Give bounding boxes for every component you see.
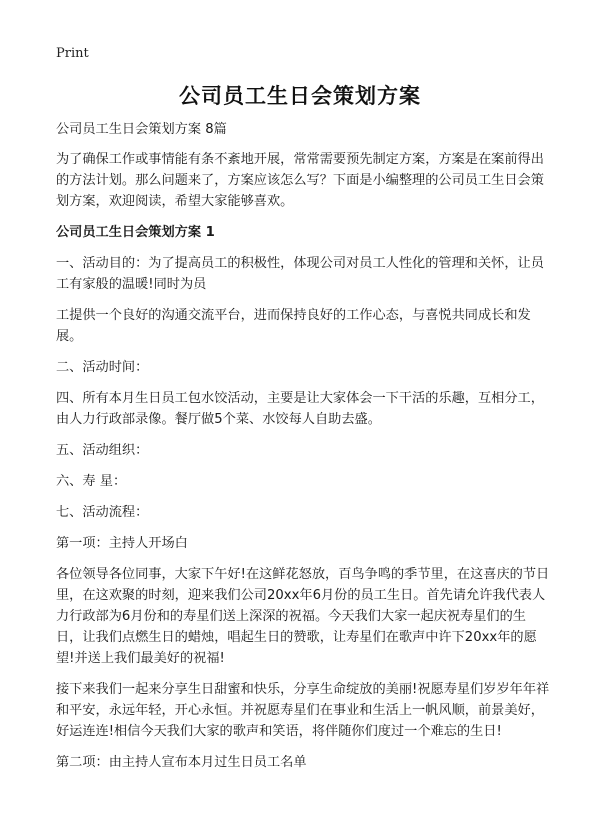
print-link[interactable]: Print — [56, 46, 89, 61]
body-paragraph: 四、所有本月生日员工包水饺活动，主要是让大家体会一下干活的乐趣，互相分工，由人力行政部录像。餐厅做5个菜、水饺每人自助去盛。 — [56, 391, 544, 427]
body-paragraph: 二、活动时间： — [56, 360, 149, 375]
document-subtitle: 公司员工生日会策划方案 8篇 — [56, 122, 227, 137]
body-paragraph: 工提供一个良好的沟通交流平台，进而保持良好的工作心态，与喜悦共同成长和发展。 — [56, 308, 531, 344]
body-paragraph: 六、寿 星： — [56, 474, 127, 489]
body-paragraph: 第一项：主持人开场白 — [56, 536, 188, 551]
section-heading: 公司员工生日会策划方案 1 — [56, 225, 215, 240]
body-paragraph: 五、活动组织： — [56, 443, 149, 458]
body-paragraph: 一、活动目的：为了提高员工的积极性，体现公司对员工人性化的管理和关怀，让员工有家般的温暖!同时为员 — [56, 256, 544, 292]
document-title: 公司员工生日会策划方案 — [179, 84, 421, 108]
body-paragraph: 第二项：由主持人宣布本月过生日员工名单 — [56, 755, 307, 770]
body-paragraph: 七、活动流程： — [56, 505, 149, 520]
body-paragraph: 各位领导各位同事，大家下午好!在这鲜花怒放，百鸟争鸣的季节里，在这喜庆的节日里，在这欢聚的时刻，迎来我们公司20xx年6月份的员工生日。首先请允许我代表人力行政部为6月份和的寿星们送上深深的祝福。今天我们大家一起庆祝寿星们的生日，让我们点燃生日的蜡烛，唱起生日的赞歌，让寿星们在歌声中许下20xx年的愿望!并送上我们最美好的祝福! — [56, 567, 550, 666]
intro-paragraph: 为了确保工作或事情能有条不紊地开展，常常需要预先制定方案，方案是在案前得出的方法计划。那么问题来了，方案应该怎么写？下面是小编整理的公司员工生日会策划方案，欢迎阅读，希望大家能够喜欢。 — [56, 152, 544, 209]
document-body — [56, 119, 552, 783]
body-paragraph: 接下来我们一起来分享生日甜蜜和快乐，分享生命绽放的美丽!祝愿寿星们岁岁年年祥和平安，永远年轻，开心永恒。并祝愿寿星们在事业和生活上一帆风顺，前景美好，好运连连!相信今天我们大家的歌声和笑语，将伴随你们度过一个难忘的生日! — [56, 682, 550, 739]
